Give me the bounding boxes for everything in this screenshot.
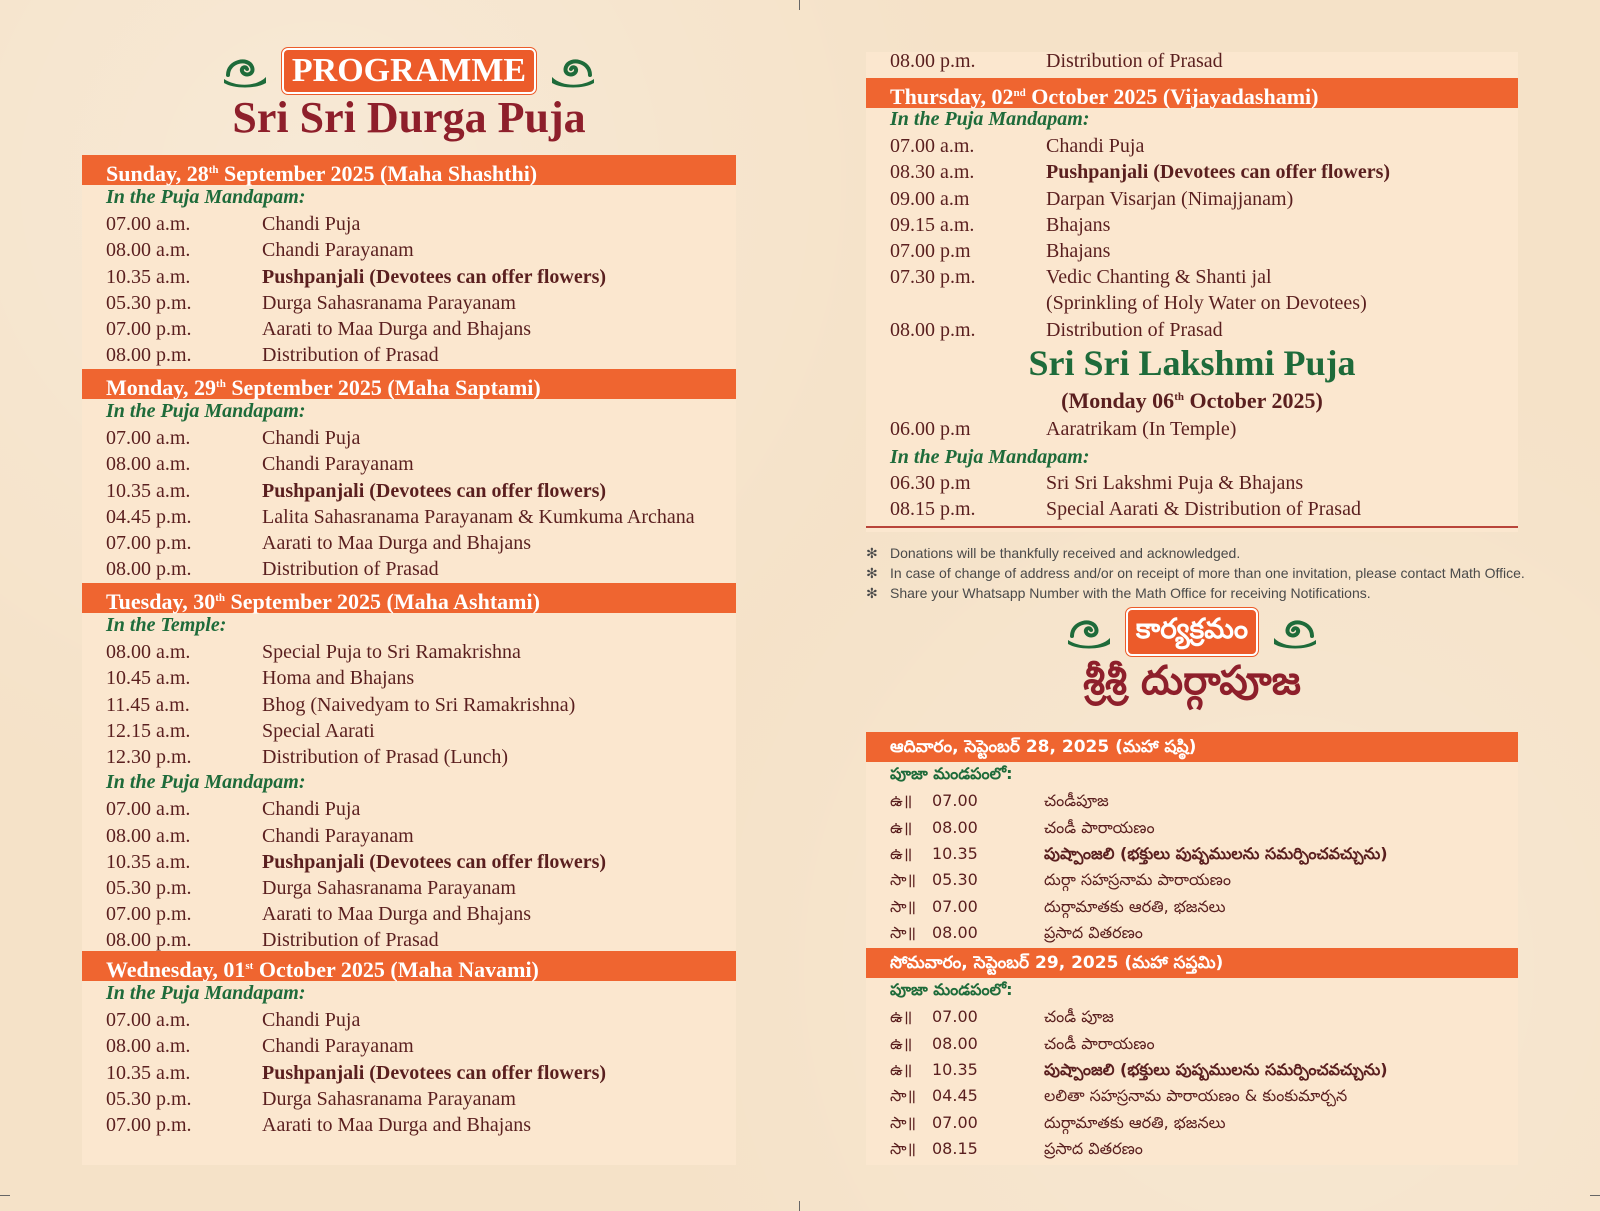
time-period: ఉ॥ — [890, 791, 913, 811]
swirl-ornament-icon — [1066, 614, 1112, 650]
schedule-row — [890, 266, 1518, 289]
time-period: సా॥ — [890, 1112, 917, 1132]
day-date: Wednesday, 01 — [106, 957, 246, 982]
schedule-row — [106, 851, 736, 874]
crop-mark — [1590, 1195, 1600, 1196]
time-period: ఉ॥ — [890, 1007, 913, 1027]
event-time: 08.00 p.m. — [890, 318, 976, 341]
event-time: 10.45 a.m. — [106, 667, 191, 690]
schedule-row — [106, 1114, 736, 1137]
asterisk-icon: ✻ — [866, 565, 878, 581]
time-period: సా॥ — [890, 1138, 917, 1158]
schedule-row — [890, 498, 1518, 521]
day-date: Tuesday, 30 — [106, 589, 216, 614]
event-name: Bhog (Naivedyam to Sri Ramakrishna) — [262, 693, 576, 716]
event-time: 07.00 a.m. — [890, 135, 975, 158]
day-description: September 2025 (Maha Ashtami) — [225, 589, 540, 614]
event-name: ప్రసాద వితరణం — [1044, 922, 1143, 942]
time-period: సా॥ — [890, 896, 917, 916]
time-period: ఉ॥ — [890, 843, 913, 863]
time-period: ఉ॥ — [890, 1059, 913, 1079]
schedule-row — [890, 818, 1518, 841]
day-date: Sunday, 28 — [106, 161, 209, 186]
event-time: 07.00 p.m — [890, 240, 971, 262]
event-name: Distribution of Prasad — [1046, 50, 1223, 72]
date-text: (Monday 06 — [1061, 388, 1175, 413]
event-time: 05.30 p.m. — [106, 877, 192, 899]
event-time: 10.35 a.m. — [106, 479, 191, 502]
schedule-row — [106, 239, 736, 262]
schedule-row — [106, 903, 736, 926]
schedule-row — [890, 870, 1518, 893]
event-time: 08.00 p.m. — [890, 50, 976, 72]
event-name: Darpan Visarjan (Nimajjanam) — [1046, 187, 1294, 210]
telugu-badge: కార్యక్రమం — [1126, 608, 1258, 656]
schedule-row — [890, 1139, 1518, 1162]
schedule-row — [890, 1034, 1518, 1057]
crop-mark — [0, 1195, 10, 1196]
schedule-row — [106, 877, 736, 900]
event-name: Chandi Parayanam — [262, 239, 414, 262]
event-name: Chandi Puja — [262, 213, 361, 236]
durga-puja-schedule — [82, 155, 736, 1165]
lakshmi-puja-title: Sri Sri Lakshmi Puja — [1028, 343, 1356, 383]
time-period: సా॥ — [890, 870, 917, 890]
schedule-row — [890, 418, 1518, 441]
day-header — [82, 369, 736, 399]
event-name: Aaratrikam (In Temple) — [1046, 418, 1237, 440]
schedule-row — [106, 1088, 736, 1111]
location-heading: In the Puja Mandapam: — [106, 400, 306, 422]
event-time: 08.00 a.m. — [106, 239, 191, 262]
event-name: Bhajans — [1046, 240, 1111, 262]
day-description: September 2025 (Maha Saptami) — [225, 375, 541, 400]
schedule-row — [890, 50, 1518, 73]
event-time: 08.15 p.m. — [890, 498, 976, 521]
schedule-row — [106, 480, 736, 503]
day-header — [82, 155, 736, 185]
event-name: Durga Sahasranama Parayanam — [262, 877, 516, 899]
note-text: Donations will be thankfully received and acknowledged. — [890, 545, 1241, 561]
vijayadashami-lakshmi-schedule — [866, 52, 1518, 532]
date-suffix: th — [208, 164, 219, 176]
programme-badge: PROGRAMME — [282, 48, 536, 94]
day-description: September 2025 (Maha Shashthi) — [218, 161, 538, 186]
schedule-row — [890, 240, 1518, 263]
programme-header — [82, 48, 736, 143]
schedule-row — [106, 1062, 736, 1085]
event-name: Distribution of Prasad (Lunch) — [262, 746, 509, 768]
day-description: October 2025 (Vijayadashami) — [1025, 84, 1319, 109]
swirl-ornament-icon — [550, 53, 596, 89]
event-name: Pushpanjali (Devotees can offer flowers) — [262, 265, 607, 288]
day-header: సోమవారం, సెప్టెంబర్ 29, 2025 (మహా సప్తమి) — [866, 948, 1518, 978]
day-date: Thursday, 02 — [890, 84, 1014, 109]
date-suffix: th — [1174, 391, 1184, 403]
note-item — [866, 545, 1566, 562]
event-time: 07.00 a.m. — [106, 213, 191, 236]
event-name: దుర్గామాతకు ఆరతి, భజనలు — [1044, 1112, 1226, 1132]
page-title: Sri Sri Durga Puja — [232, 93, 586, 142]
schedule-row — [890, 292, 1518, 315]
event-name: Vedic Chanting & Shanti jal — [1046, 266, 1272, 289]
day-header — [82, 583, 736, 613]
event-time: 08.15 — [932, 1138, 978, 1158]
event-name: లలితా సహస్రనామ పారాయణం & కుంకుమార్చన — [1044, 1086, 1348, 1106]
event-time: 10.35 — [932, 1059, 978, 1079]
date-suffix: th — [215, 592, 226, 604]
event-time: 05.30 — [932, 870, 978, 890]
event-name: Distribution of Prasad — [262, 344, 439, 367]
schedule-row — [106, 532, 736, 555]
event-time: 08.00 a.m. — [106, 1035, 191, 1058]
event-time: 07.00 a.m. — [106, 427, 191, 450]
event-time: 10.35 — [932, 843, 978, 863]
event-time: 08.00 — [932, 817, 978, 837]
event-time: 11.45 a.m. — [106, 693, 190, 716]
schedule-row — [890, 1113, 1518, 1136]
schedule-row — [106, 798, 736, 821]
schedule-row — [106, 746, 736, 769]
event-name: Aarati to Maa Durga and Bhajans — [262, 318, 531, 340]
note-text: In case of change of address and/or on receipt of more than one invitation, please contact Math Office. — [890, 565, 1525, 581]
schedule-row — [106, 641, 736, 664]
asterisk-icon: ✻ — [866, 585, 878, 601]
event-time: 08.30 a.m. — [890, 161, 975, 184]
event-time: 08.00 p.m. — [106, 929, 192, 952]
event-time: 07.00 p.m. — [106, 532, 192, 554]
time-period: ఉ॥ — [890, 1033, 913, 1053]
event-name: Sri Sri Lakshmi Puja & Bhajans — [1046, 472, 1304, 494]
time-period: ఉ॥ — [890, 817, 913, 837]
location-heading: In the Puja Mandapam: — [890, 446, 1090, 468]
schedule-row — [106, 292, 736, 315]
event-name: Special Aarati & Distribution of Prasad — [1046, 498, 1361, 521]
event-name: Bhajans — [1046, 213, 1111, 236]
asterisk-icon: ✻ — [866, 545, 878, 561]
event-time: 08.00 a.m. — [106, 453, 191, 476]
event-name: Special Puja to Sri Ramakrishna — [262, 641, 521, 664]
date-suffix: st — [245, 960, 254, 972]
event-name: Pushpanjali (Devotees can offer flowers) — [262, 850, 607, 873]
event-name: చండీ పారాయణం — [1044, 817, 1155, 837]
schedule-row — [106, 506, 736, 529]
event-name: (Sprinkling of Holy Water on Devotees) — [1046, 292, 1367, 315]
schedule-row — [890, 319, 1518, 342]
divider — [866, 526, 1518, 528]
schedule-row — [106, 266, 736, 289]
event-name: Aarati to Maa Durga and Bhajans — [262, 903, 531, 926]
schedule-row — [890, 472, 1518, 495]
event-name: Chandi Puja — [262, 1009, 361, 1032]
event-name: పుష్పాంజలి (భక్తులు పుష్పములను సమర్పించవచ్చును) — [1044, 1059, 1388, 1079]
event-time: 05.30 p.m. — [106, 291, 192, 314]
event-time: 07.30 p.m. — [890, 266, 976, 289]
date-suffix: nd — [1013, 87, 1026, 99]
schedule-row — [890, 135, 1518, 158]
schedule-row — [890, 844, 1518, 867]
event-time: 07.00 — [932, 791, 978, 811]
event-time: 07.00 p.m. — [106, 318, 192, 340]
fold-line — [799, 0, 801, 1211]
event-name: Homa and Bhajans — [262, 667, 415, 690]
schedule-row — [106, 344, 736, 367]
event-time: 07.00 — [932, 896, 978, 916]
event-time: 07.00 p.m. — [106, 903, 192, 926]
time-period: సా॥ — [890, 922, 917, 942]
event-name: Chandi Parayanam — [262, 1035, 414, 1058]
event-time: 08.00 — [932, 922, 978, 942]
location-heading: పూజా మండపంలో: — [890, 980, 1013, 999]
event-name: Pushpanjali (Devotees can offer flowers) — [1046, 161, 1391, 184]
schedule-row — [106, 213, 736, 236]
lakshmi-puja-date — [866, 388, 1518, 414]
event-time: 07.00 — [932, 1007, 978, 1027]
event-name: Distribution of Prasad — [262, 929, 439, 952]
event-time: 07.00 a.m. — [106, 1009, 191, 1032]
event-time: 07.00 — [932, 1112, 978, 1132]
event-time: 04.45 p.m. — [106, 505, 192, 528]
day-date: Monday, 29 — [106, 375, 217, 400]
day-description: October 2025 (Maha Navami) — [253, 957, 539, 982]
event-time: 06.30 p.m — [890, 472, 971, 494]
note-item — [866, 585, 1566, 602]
event-time: 10.35 a.m. — [106, 265, 191, 288]
schedule-row — [890, 161, 1518, 184]
event-name: చండీ పూజ — [1044, 1007, 1114, 1027]
event-time: 04.45 — [932, 1086, 978, 1106]
event-time: 10.35 a.m. — [106, 850, 191, 873]
event-time: 07.00 a.m. — [106, 798, 191, 821]
event-name: చండీపూజ — [1044, 791, 1109, 811]
day-header — [82, 951, 736, 981]
schedule-row — [890, 897, 1518, 920]
telugu-header — [866, 608, 1518, 714]
event-time: 07.00 p.m. — [106, 1114, 192, 1136]
time-period: సా॥ — [890, 1086, 917, 1106]
event-time: 06.00 p.m — [890, 418, 971, 440]
schedule-row — [890, 1086, 1518, 1109]
location-heading: In the Puja Mandapam: — [106, 186, 306, 208]
date-text: October 2025) — [1183, 388, 1323, 413]
location-heading: In the Puja Mandapam: — [890, 108, 1090, 130]
event-name: Lalita Sahasranama Parayanam & Kumkuma Archana — [262, 505, 695, 528]
date-suffix: th — [216, 378, 226, 390]
note-item — [866, 565, 1566, 582]
event-time: 10.35 a.m. — [106, 1061, 191, 1084]
note-text: Share your Whatsapp Number with the Math Office for receiving Notifications. — [890, 585, 1371, 601]
event-time: 08.00 p.m. — [106, 558, 192, 581]
schedule-row — [106, 1035, 736, 1058]
event-name: Chandi Parayanam — [262, 824, 414, 847]
schedule-row — [890, 188, 1518, 211]
location-heading: In the Puja Mandapam: — [106, 982, 306, 1004]
event-name: Aarati to Maa Durga and Bhajans — [262, 1114, 531, 1136]
day-header: ఆదివారం, సెప్టెంబర్ 28, 2025 (మహా షష్ఠి) — [866, 732, 1518, 762]
event-time: 08.00 p.m. — [106, 344, 192, 367]
event-name: Durga Sahasranama Parayanam — [262, 291, 516, 314]
location-heading: పూజా మండపంలో: — [890, 764, 1013, 783]
location-heading: In the Puja Mandapam: — [106, 771, 306, 794]
telugu-schedule — [866, 732, 1518, 1165]
schedule-row — [106, 1009, 736, 1032]
event-name: Chandi Puja — [262, 427, 361, 450]
event-time: 09.00 a.m — [890, 187, 970, 210]
day-header — [866, 78, 1518, 108]
event-name: పుష్పాంజలి (భక్తులు పుష్పములను సమర్పించవచ్చును) — [1044, 843, 1388, 863]
schedule-row — [106, 667, 736, 690]
event-name: దుర్గా సహస్రనామ పారాయణం — [1044, 870, 1231, 890]
event-name: Special Aarati — [262, 719, 375, 742]
event-name: Durga Sahasranama Parayanam — [262, 1087, 516, 1110]
schedule-row — [890, 1007, 1518, 1030]
swirl-ornament-icon — [1272, 614, 1318, 650]
event-time: 12.15 a.m. — [106, 719, 191, 742]
schedule-row — [890, 923, 1518, 946]
event-name: దుర్గామాతకు ఆరతి, భజనలు — [1044, 896, 1226, 916]
event-name: Chandi Puja — [1046, 135, 1145, 158]
event-name: చండీ పారాయణం — [1044, 1033, 1155, 1053]
event-name: Aarati to Maa Durga and Bhajans — [262, 532, 531, 554]
schedule-row — [106, 825, 736, 848]
event-time: 09.15 a.m. — [890, 213, 975, 236]
schedule-row — [890, 791, 1518, 814]
event-time: 05.30 p.m. — [106, 1087, 192, 1110]
event-name: Pushpanjali (Devotees can offer flowers) — [262, 479, 607, 502]
event-name: Chandi Puja — [262, 798, 361, 821]
schedule-row — [106, 694, 736, 717]
schedule-row — [106, 453, 736, 476]
schedule-row — [106, 720, 736, 743]
event-time: 12.30 p.m. — [106, 746, 192, 768]
schedule-row — [106, 929, 736, 952]
event-name: Distribution of Prasad — [262, 558, 439, 581]
schedule-row — [106, 558, 736, 581]
event-name: Chandi Parayanam — [262, 453, 414, 476]
schedule-row — [106, 427, 736, 450]
event-name: Pushpanjali (Devotees can offer flowers) — [262, 1061, 607, 1084]
telugu-title: శ్రీశ్రీ దుర్గాపూజ — [1083, 658, 1301, 704]
event-time: 08.00 a.m. — [106, 824, 191, 847]
location-heading: In the Temple: — [106, 614, 227, 636]
schedule-row — [890, 214, 1518, 237]
event-name: ప్రసాద వితరణం — [1044, 1138, 1143, 1158]
swirl-ornament-icon — [222, 53, 268, 89]
event-time: 08.00 a.m. — [106, 641, 191, 664]
schedule-row — [106, 318, 736, 341]
event-name: Distribution of Prasad — [1046, 318, 1223, 341]
event-time: 08.00 — [932, 1033, 978, 1053]
notes-list — [866, 545, 1566, 605]
schedule-row — [890, 1060, 1518, 1083]
